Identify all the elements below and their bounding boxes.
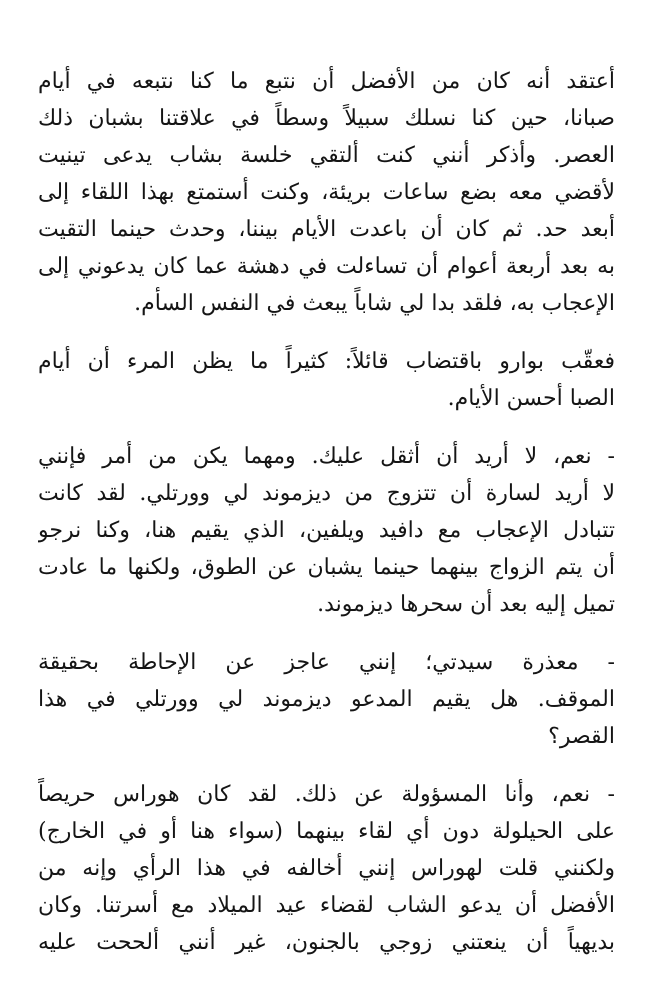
paragraph-5: [38, 776, 615, 961]
text-line: - نعم، لا أريد أن أثقل عليك. ومهما يكن من أمر فإنني: [38, 444, 615, 469]
paragraph-4: [38, 644, 615, 755]
text-line: ولكنني قلت لهوراس إنني أخالفه في هذا الرأي وإنه من: [38, 856, 615, 881]
text-line: لأقضي معه بضع ساعات بريئة، وكنت أستمتع بهذا اللقاء إلى: [38, 180, 615, 205]
text-line: بديهياً أن ينعتني زوجي بالجنون، غير أنني ألححت عليه: [38, 930, 615, 955]
text-line: به بعد أربعة أعوام أن تساءلت في دهشة عما كان يدعوني إلى: [38, 254, 615, 279]
text-line: تتبادل الإعجاب مع دافيد ويلفين، الذي يقيم هنا، وكنا نرجو: [38, 518, 615, 543]
text-line: - معذرة سيدتي؛ إنني عاجز عن الإحاطة بحقيقة: [38, 650, 615, 675]
text-line: أبعد حد. ثم كان أن باعدت الأيام بيننا، وحدث حينما التقيت: [38, 217, 615, 242]
paragraph-2: [38, 343, 615, 417]
text-line: الإعجاب به، فلقد بدا لي شاباً يبعث في النفس السأم.: [134, 291, 615, 316]
paragraph-1: [38, 63, 615, 322]
text-line: الأفضل أن يدعو الشاب لقضاء عيد الميلاد مع أسرتنا. وكان: [38, 893, 615, 918]
paragraph-3: [38, 438, 615, 623]
text-line: فعقّب بوارو باقتضاب قائلاً: كثيراً ما يظن المرء أن أيام: [38, 349, 615, 374]
text-line: أعتقد أنه كان من الأفضل أن نتبع ما كنا نتبعه في أيام: [38, 69, 615, 94]
text-line: - نعم، وأنا المسؤولة عن ذلك. لقد كان هوراس حريصاً: [38, 782, 615, 807]
text-line: لا أريد لسارة أن تتزوج من ديزموند لي وورتلي. لقد كانت: [38, 481, 615, 506]
text-line: صبانا، حين كنا نسلك سبيلاً وسطاً في علاقتنا بشبان ذلك: [38, 106, 615, 131]
text-line: تميل إليه بعد أن سحرها ديزموند.: [317, 592, 615, 617]
text-line: الصبا أحسن الأيام.: [447, 386, 615, 411]
text-line: القصر؟: [548, 724, 615, 749]
text-line: الموقف. هل يقيم المدعو ديزموند لي وورتلي في هذا: [38, 687, 615, 712]
text-line: أن يتم الزواج بينهما حينما يشبان عن الطوق، ولكنها ما عادت: [38, 555, 615, 580]
text-line: على الحيلولة دون أي لقاء بينهما (سواء هنا أو في الخارج): [38, 819, 615, 844]
text-line: العصر. وأذكر أنني كنت ألتقي خلسة بشاب يدعى تينيت: [38, 143, 615, 168]
